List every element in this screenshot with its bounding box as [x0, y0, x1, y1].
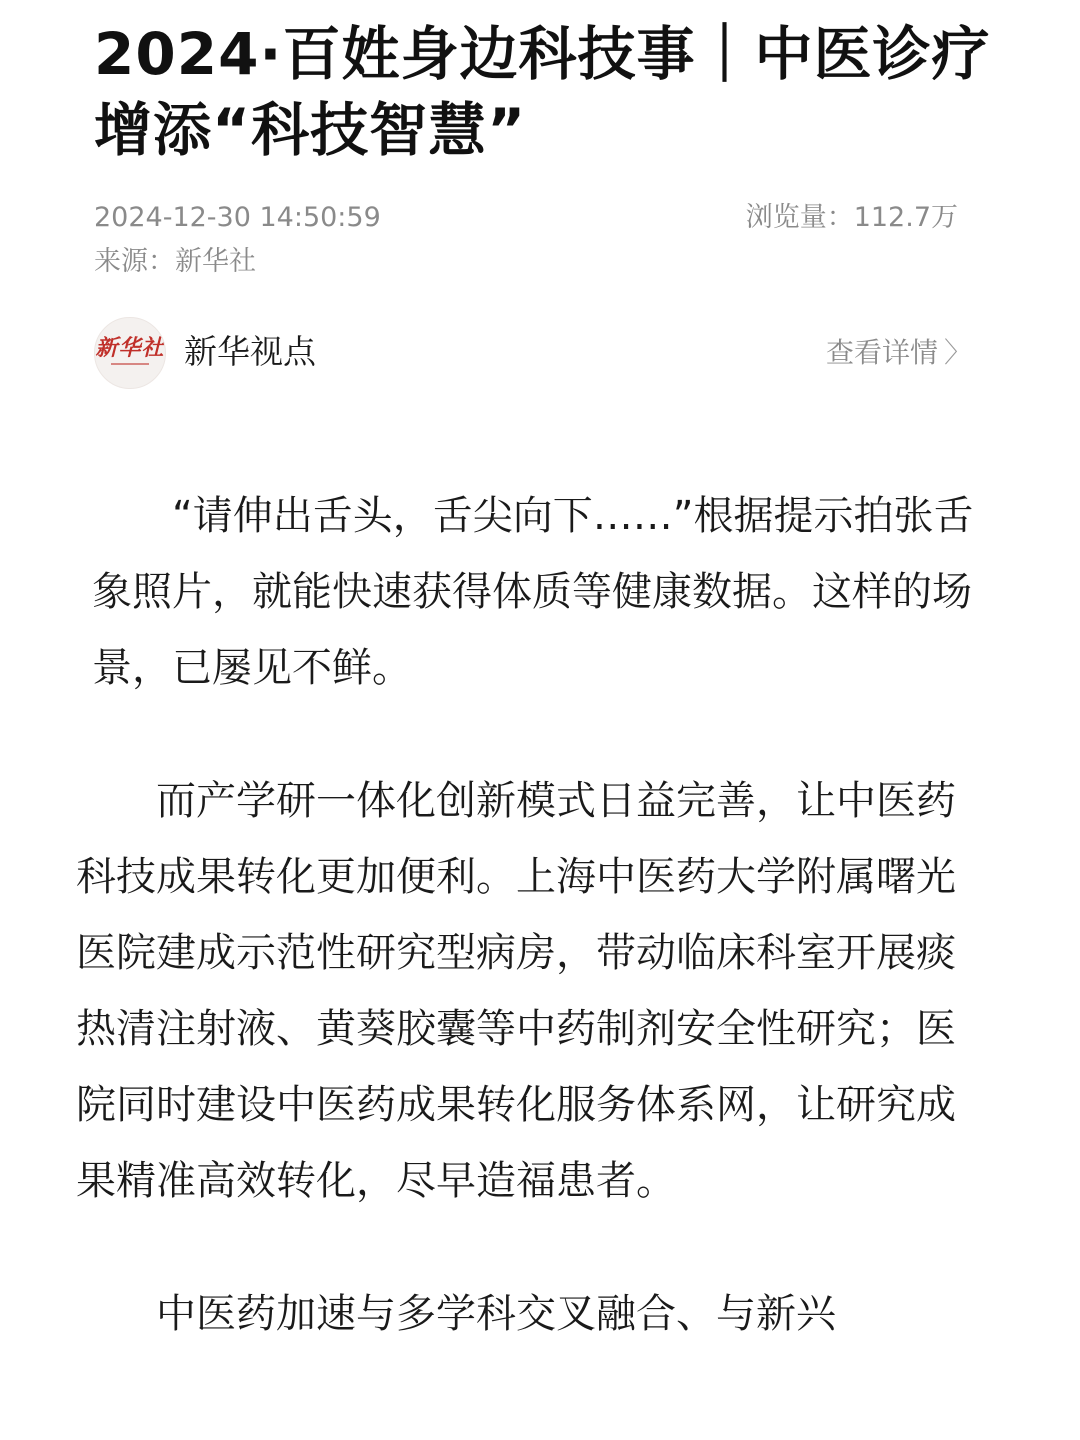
publisher-row[interactable]	[94, 317, 974, 391]
article-title: 2024·百姓身边科技事｜中医诊疗增添“科技智慧”	[94, 20, 991, 164]
article-body	[76, 478, 986, 1409]
view-count: 浏览量：112.7万	[745, 202, 958, 233]
paragraph-3: 中医药加速与多学科交叉融合、与新兴	[156, 1291, 836, 1337]
chevron-right-icon: 〉	[943, 336, 972, 369]
article-source: 来源：新华社	[94, 246, 256, 277]
article-meta	[94, 196, 381, 284]
view-details-label: 查看详情	[825, 336, 938, 369]
logo-underline	[111, 363, 149, 365]
paragraph-2: 而产学研一体化创新模式日益完善，让中医药科技成果转化更加便利。上海中医药大学附属曙光医院建成示范性研究型病房，带动临床科室开展痰热清注射液、黄葵胶囊等中药制剂安全性研究；医院同时建设中医药成果转化服务体系网，让研究成果精准高效转化，尽早造福患者。	[76, 778, 956, 1204]
logo-text: 新华社	[95, 335, 165, 361]
xinhua-logo-icon[interactable]	[94, 317, 166, 389]
view-details-link[interactable]	[826, 331, 972, 375]
publisher-name[interactable]: 新华视点	[184, 332, 316, 371]
publish-datetime: 2024-12-30 14:50:59	[94, 202, 381, 233]
paragraph-1: “请伸出舌头，舌尖向下……”根据提示拍张舌象照片，就能快速获得体质等健康数据。这样的场景，已屡见不鲜。	[92, 493, 974, 691]
